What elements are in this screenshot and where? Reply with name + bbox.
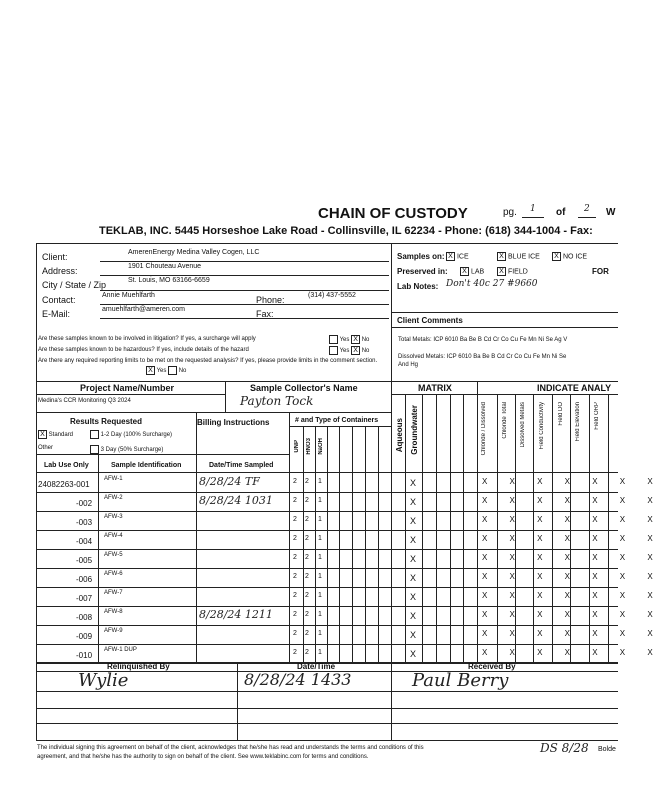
container-naoh: NaOH [318,438,324,455]
preserved-label: Preserved in: [397,267,448,276]
analysis-marks: X X X X X X X [482,648,663,657]
container-unp-count: 2 [293,592,297,599]
container-naoh-count: 1 [318,535,322,542]
matrix-groundwater-mark: X [410,497,417,507]
container-naoh-count: 1 [318,649,322,656]
other-option: Other [38,445,54,451]
matrix-groundwater-mark: X [410,554,417,564]
container-unp-count: 2 [293,649,297,656]
samples-on-label: Samples on: [397,252,445,261]
ice-option: X ICE [446,252,469,261]
lab-notes-handwriting: Don't 40c 27 #9660 [446,279,538,289]
container-hno3-count: 2 [305,649,309,656]
lab-id-cell: -006 [76,575,93,584]
collector-header: Sample Collector's Name [250,383,358,393]
billing-header: Billing Instructions [197,418,270,427]
address-value: 1901 Chouteau Avenue [128,263,202,270]
page-total: 2 [584,204,590,214]
table-row-divider [36,492,618,493]
project-name-value: Medina's CCR Monitoring Q3 2024 [38,398,131,404]
comment-line-1: Total Metals: ICP 6010 Ba Be B Cd Cr Co Cu Fe Mn Ni Se Ag V [398,337,568,343]
matrix-groundwater-mark: X [410,535,417,545]
lab-id-cell: -008 [76,613,93,622]
lab-address-line: TEKLAB, INC. 5445 Horseshoe Lake Road - Collinsville, IL 62234 - Phone: (618) 344-1004 - Fax: [99,225,593,237]
analysis-marks: X X X X X X X [482,534,663,543]
table-row-divider [36,625,618,626]
lab-id-cell: -005 [76,556,93,565]
analysis-field-elevation: Field Elevation [575,402,581,442]
footer-line-1: The individual signing this agreement on behalf of the client, acknowledges that he/she has read and understands the terms and conditions of this [37,745,424,751]
custody-datetime-header: Date/Time [297,662,336,671]
phone-value: (314) 437-5552 [308,292,356,299]
project-name-header: Project Name/Number [80,383,175,393]
lab-option: X LAB [460,267,484,276]
header-tail: W [606,207,616,218]
analysis-chloride-dissolved: Chloride / Dissolved [481,402,487,456]
question-limits: Are there any required reporting limits to be met on the requested analysis? If yes, please provide limits in the comment section. [38,358,378,364]
for-label: FOR [592,267,609,276]
container-unp-count: 2 [293,516,297,523]
lab-id-cell: -004 [76,537,93,546]
sample-id-cell: AFW-8 [104,609,123,615]
matrix-groundwater-mark: X [410,649,417,659]
standard-option: X Standard [38,430,73,439]
received-header: Received By [468,662,516,671]
footer-tail: Bolde [598,746,616,753]
table-row-divider [36,511,618,512]
relinquished-header: Relinquished By [107,662,170,671]
container-unp-count: 2 [293,630,297,637]
sample-id-cell: AFW-2 [104,495,123,501]
results-header: Results Requested [70,417,143,426]
collector-handwriting: Payton Tock [240,394,314,408]
sample-datetime-cell: 8/28/24 1211 [199,608,273,621]
lab-id-cell: -010 [76,651,93,660]
form-mid-divider [391,243,392,662]
sample-id-cell: AFW-5 [104,552,123,558]
analysis-marks: X X X X X X X [482,572,663,581]
page-number-line [522,217,544,218]
form-top-border [36,243,618,244]
table-row-divider [36,587,618,588]
analysis-marks: X X X X X X X [482,629,663,638]
client-value: AmerenEnergy Medina Valley Cogen, LLC [128,249,260,256]
email-value: amuehlfarth@ameren.com [102,306,185,313]
container-naoh-count: 1 [318,554,322,561]
container-unp-count: 2 [293,535,297,542]
table-row-divider [36,606,618,607]
of-label: of [556,207,566,218]
footer-line-2: agreement, and that he/she has the authority to sign on behalf of the client. See www.teklabinc.com for terms and conditions. [37,754,369,760]
container-hno3-count: 2 [305,592,309,599]
lab-id-cell: -009 [76,632,93,641]
table-row-divider [36,644,618,645]
container-naoh-count: 1 [318,497,322,504]
received-signature: Paul Berry [412,670,509,691]
custody-datetime-1: 8/28/24 1433 [244,670,352,689]
container-hno3-count: 2 [305,478,309,485]
analysis-header: INDICATE ANALY [537,383,612,393]
containers-header: # and Type of Containers [295,417,379,424]
container-unp-count: 2 [293,554,297,561]
lab-id-cell: -007 [76,594,93,603]
contact-label: Contact: [42,295,76,305]
matrix-groundwater-mark: X [410,573,417,583]
lab-id-cell: -003 [76,518,93,527]
address-label: Address: [42,266,78,276]
container-unp-count: 2 [293,478,297,485]
sample-id-header: Sample Identification [111,462,182,469]
comment-line-2: Dissolved Metals: ICP 6010 Ba Be B Cd Cr Co Cu Fe Mn Ni Se [398,354,567,360]
matrix-groundwater-mark: X [410,478,417,488]
container-unp-count: 2 [293,497,297,504]
lab-use-header: Lab Use Only [44,462,89,469]
analysis-chloride-total: Chloride Total [502,402,508,439]
no-ice-option: X NO ICE [552,252,587,261]
question-hazardous: Are these samples known to be hazardous? If yes, include details of the hazard [38,347,249,353]
matrix-groundwater-mark: X [410,611,417,621]
email-label: E-Mail: [42,309,71,319]
container-hno3-count: 2 [305,611,309,618]
three-day-option: 3 Day (50% Surcharge) [90,445,163,454]
analysis-marks: X X X X X X X [482,496,663,505]
city-value: St. Louis, MO 63166-6659 [128,277,210,284]
matrix-groundwater-mark: X [410,592,417,602]
analysis-marks: X X X X X X X [482,477,663,486]
lab-id-cell: 24082263-001 [38,480,90,489]
container-hno3-count: 2 [305,516,309,523]
sample-datetime-cell: 8/28/24 1031 [199,494,273,507]
page-title: CHAIN OF CUSTODY [318,205,468,222]
container-unp-count: 2 [293,611,297,618]
container-hno3-count: 2 [305,535,309,542]
sample-id-cell: AFW-1 [104,476,123,482]
client-label: Client: [42,252,68,262]
matrix-header: MATRIX [418,383,452,393]
container-naoh-count: 1 [318,478,322,485]
datetime-header: Date/Time Sampled [209,462,274,469]
matrix-groundwater: Groundwater [410,405,419,455]
analysis-field-conductivity: Field Conductivity [539,402,545,450]
container-naoh-count: 1 [318,611,322,618]
question-litigation: Are these samples known to be involved in litigation? If yes, a surcharge will apply [38,336,256,342]
container-hno3-count: 2 [305,497,309,504]
container-naoh-count: 1 [318,573,322,580]
city-label: City / State / Zip [42,280,107,290]
analysis-marks: X X X X X X X [482,553,663,562]
container-unp: UNP [294,440,300,453]
footer-initials: DS 8/28 [540,741,589,755]
container-unp-count: 2 [293,573,297,580]
matrix-groundwater-mark: X [410,630,417,640]
analysis-field-orp: Field ORP [594,402,600,430]
container-naoh-count: 1 [318,516,322,523]
analysis-field-do: Field DO [558,402,564,426]
sample-id-cell: AFW-1 DUP [104,647,137,653]
container-hno3-count: 2 [305,573,309,580]
lab-id-cell: -002 [76,499,93,508]
matrix-aqueous: Aqueous [395,418,404,453]
analysis-marks: X X X X X X X [482,591,663,600]
sample-id-cell: AFW-4 [104,533,123,539]
analysis-marks: X X X X X X X [482,610,663,619]
container-hno3-count: 2 [305,554,309,561]
sample-id-cell: AFW-7 [104,590,123,596]
lab-notes-label: Lab Notes: [397,282,439,291]
sample-id-cell: AFW-6 [104,571,123,577]
fax-label: Fax: [256,309,274,319]
one-two-day-option: 1-2 Day (100% Surcharge) [90,430,172,439]
container-naoh-count: 1 [318,592,322,599]
page-total-line [578,217,596,218]
table-row-divider [36,568,618,569]
analysis-dissolved-metals: Dissolved Metals [520,402,526,448]
relinquished-signature: Wylie [78,670,129,691]
page-number: 1 [530,204,536,214]
container-hno3: HNO3 [306,438,312,455]
sample-id-cell: AFW-9 [104,628,123,634]
matrix-groundwater-mark: X [410,516,417,526]
table-row-divider [36,549,618,550]
container-hno3-count: 2 [305,630,309,637]
client-comments-title: Client Comments [397,316,463,325]
contact-value: Annie Muehlfarth [102,292,155,299]
sample-id-cell: AFW-3 [104,514,123,520]
comment-line-3: And Hg [398,362,419,368]
sample-datetime-cell: 8/28/24 TF [199,475,260,488]
analysis-marks: X X X X X X X [482,515,663,524]
field-option: X FIELD [497,267,528,276]
container-naoh-count: 1 [318,630,322,637]
phone-label: Phone: [256,295,285,305]
table-row-divider [36,530,618,531]
page-label: pg. [503,207,517,218]
blue-ice-option: X BLUE ICE [497,252,540,261]
